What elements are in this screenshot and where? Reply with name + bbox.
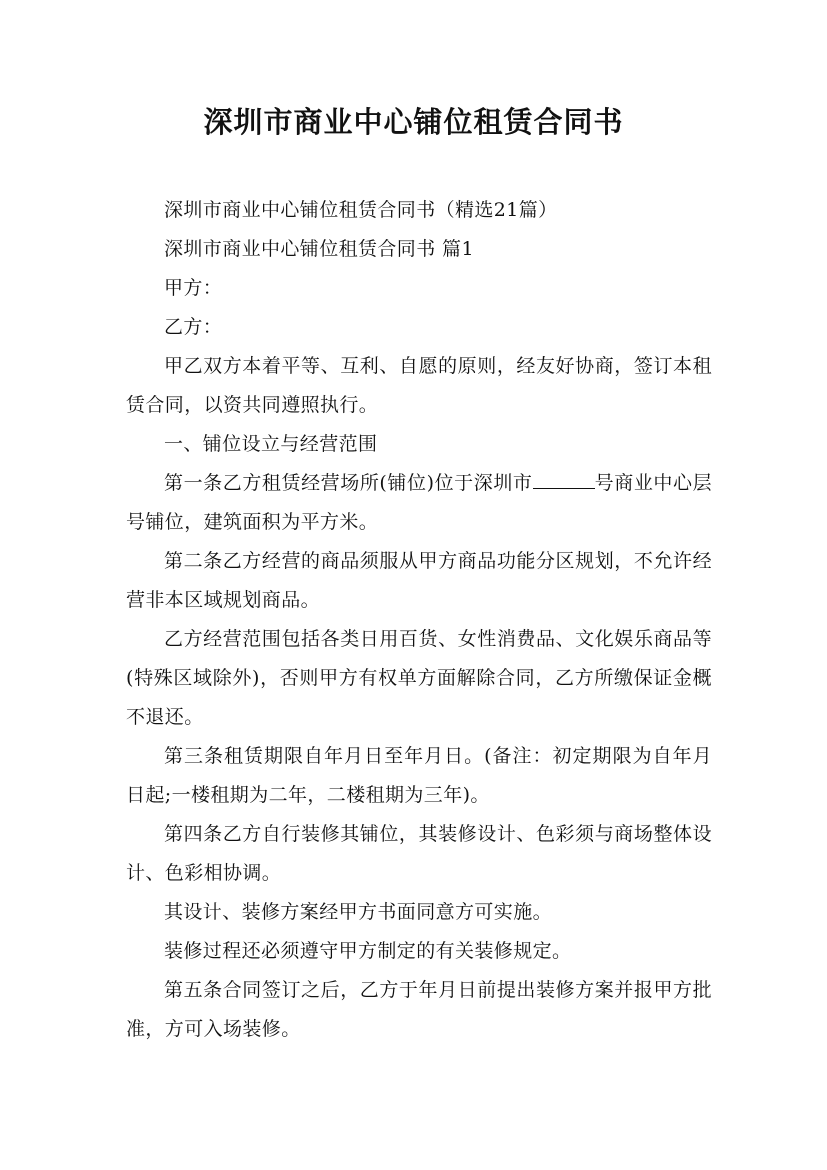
paragraph-preamble: 甲乙双方本着平等、互利、自愿的原则，经友好协商，签订本租赁合同，以资共同遵照执行。 xyxy=(126,355,712,416)
document-body xyxy=(126,191,712,1049)
paragraph-party-b: 乙方： xyxy=(164,316,223,338)
paragraph-party-a: 甲方： xyxy=(164,277,223,299)
paragraph-business-scope: 乙方经营范围包括各类日用百货、女性消费品、文化娱乐商品等(特殊区域除外)，否则甲方有权单方面解除合同，乙方所缴保证金概不退还。 xyxy=(126,628,712,728)
paragraph-section-title: 深圳市商业中心铺位租赁合同书 篇1 xyxy=(164,238,474,260)
clause-one-text-end: 号商业中心层号铺位，建筑面积为平方米。 xyxy=(126,472,713,533)
paragraph-decoration-rules: 装修过程还必须遵守甲方制定的有关装修规定。 xyxy=(164,940,572,962)
paragraph-clause-one xyxy=(126,464,712,542)
paragraph-heading: 深圳市商业中心铺位租赁合同书（精选21篇） xyxy=(164,199,558,221)
clause-one-text-start: 第一条乙方租赁经营场所(铺位)位于深圳市 xyxy=(164,472,533,494)
paragraph-clause-two: 第二条乙方经营的商品须服从甲方商品功能分区规划，不允许经营非本区域规划商品。 xyxy=(126,550,712,611)
document-title: 深圳市商业中心铺位租赁合同书 xyxy=(203,105,624,139)
fill-in-blank xyxy=(533,487,595,489)
paragraph-clause-five: 第五条合同签订之后，乙方于年月日前提出装修方案并报甲方批准，方可入场装修。 xyxy=(126,979,712,1040)
paragraph-clause-three: 第三条租赁期限自年月日至年月日。(备注：初定期限为自年月日起;一楼租期为二年，二楼租期为三年)。 xyxy=(126,745,712,806)
paragraph-clause-four: 第四条乙方自行装修其铺位，其装修设计、色彩须与商场整体设计、色彩相协调。 xyxy=(126,823,712,884)
paragraph-design-approval: 其设计、装修方案经甲方书面同意方可实施。 xyxy=(164,901,553,923)
paragraph-chapter-one: 一、铺位设立与经营范围 xyxy=(164,433,378,455)
